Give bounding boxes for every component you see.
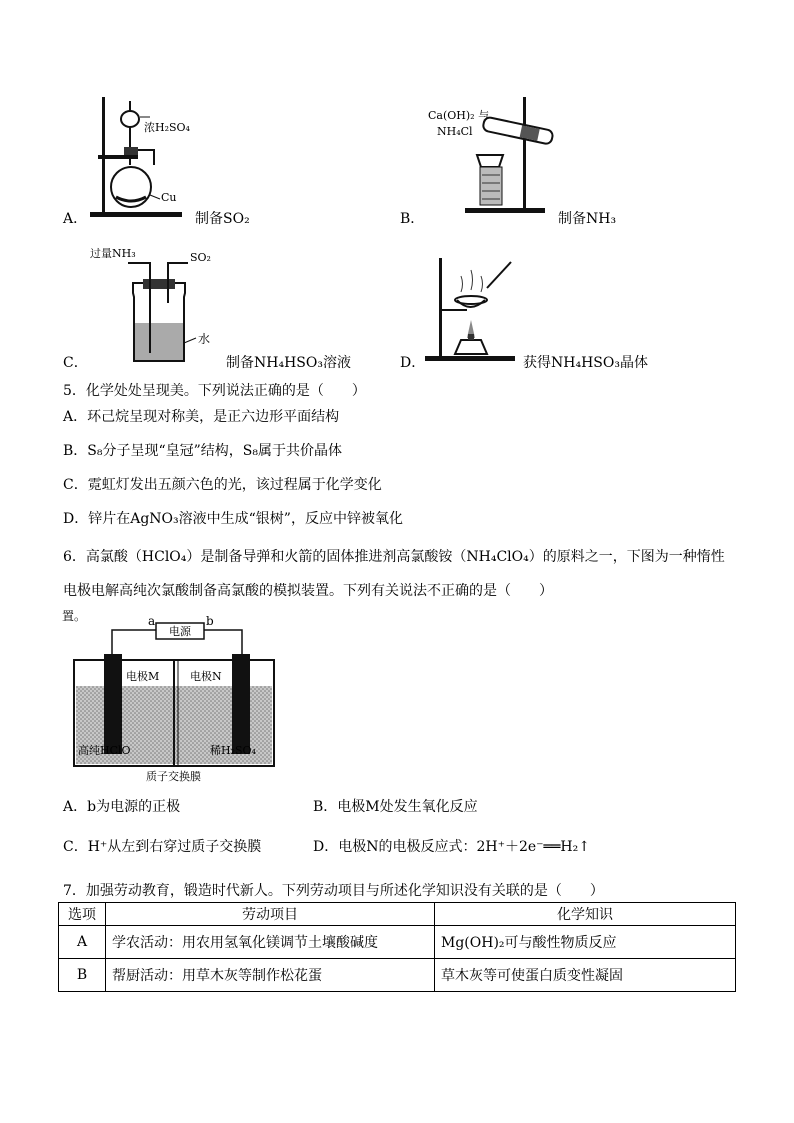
q6-option-b[interactable]: B．电极M处发生氧化反应 [313, 799, 478, 815]
row-a-knowledge: Mg(OH)₂可与酸性物质反应 [435, 926, 736, 959]
fig-b-reagent-line2: NH₄Cl [437, 125, 473, 138]
q6-option-c[interactable]: C．H⁺从左到右穿过质子交换膜 [63, 839, 262, 855]
fig6-terminal-b: b [206, 614, 214, 628]
fig-a-acid-label: 浓H₂SO₄ [144, 121, 190, 134]
fig-c-gas1-label: 过量NH₃ [90, 247, 136, 260]
fig6-corner-text: 置。 [62, 609, 87, 623]
row-a-option[interactable]: A [59, 926, 106, 959]
q7-stem: 7．加强劳动教育，锻造时代新人。下列劳动项目与所述化学知识没有关联的是（ ） [63, 883, 604, 899]
fig6-power-label: 电源 [169, 625, 191, 638]
figure-electrolysis-cell [60, 606, 280, 784]
q6-option-d[interactable]: D．电极N的电极反应式：2H⁺＋2e⁻══H₂↑ [313, 839, 590, 855]
q6-option-a[interactable]: A．b为电源的正极 [63, 799, 181, 815]
row-b-labor: 帮厨活动：用草木灰等制作松花蛋 [106, 959, 435, 992]
figure-d-evaporation [425, 248, 525, 364]
fig-a-metal-label: Cu [161, 191, 177, 204]
q5-option-b[interactable]: B．S₈分子呈现“皇冠”结构，S₈属于共价晶体 [63, 443, 343, 459]
row-b-knowledge: 草木灰等可使蛋白质变性凝固 [435, 959, 736, 992]
header-labor: 劳动项目 [106, 903, 435, 926]
fig6-electrode-n: 电极N [190, 670, 222, 683]
fig6-membrane-label: 质子交换膜 [146, 770, 201, 783]
q5-option-c[interactable]: C．霓虹灯发出五颜六色的光，该过程属于化学变化 [63, 477, 382, 493]
fig6-terminal-a: a [148, 614, 156, 628]
q4-option-b-caption: 制备NH₃ [558, 211, 617, 227]
header-knowledge: 化学知识 [435, 903, 736, 926]
q4-option-c-caption: 制备NH₄HSO₃溶液 [226, 355, 351, 371]
table-row [59, 926, 736, 959]
q7-table [58, 902, 736, 992]
q6-stem-line1: 6．高氯酸（HClO₄）是制备导弹和火箭的固体推进剂高氯酸铵（NH₄ClO₄）的原料之一，下图为一种惰性 [63, 549, 725, 565]
row-a-labor: 学农活动：用农用氢氧化镁调节土壤酸碱度 [106, 926, 435, 959]
table-header-row [59, 903, 736, 926]
q4-option-b-label[interactable]: B． [400, 211, 425, 227]
q5-stem: 5．化学处处呈现美。下列说法正确的是（ ） [63, 383, 366, 399]
row-b-option[interactable]: B [59, 959, 106, 992]
q4-option-c-label[interactable]: C． [63, 355, 88, 371]
q5-option-d[interactable]: D．锌片在AgNO₃溶液中生成“银树”，反应中锌被氧化 [63, 511, 403, 527]
q6-stem-line2: 电极电解高纯次氯酸制备高氯酸的模拟装置。下列有关说法不正确的是（ ） [63, 583, 553, 599]
table-row [59, 959, 736, 992]
figure-a-so2-apparatus [88, 95, 192, 220]
fig-c-gas2-label: SO₂ [190, 251, 211, 264]
fig6-electrode-m: 电极M [126, 670, 160, 683]
q4-option-d-label[interactable]: D． [400, 355, 426, 371]
fig-b-reagent-line1: Ca(OH)₂ 与 [428, 109, 490, 122]
q4-option-a-label[interactable]: A． [63, 211, 88, 227]
fig-c-liquid-label: 水 [198, 332, 211, 346]
fig6-left-solution: 高纯HClO [78, 744, 131, 757]
figure-b-nh3-apparatus [425, 95, 565, 220]
header-option: 选项 [59, 903, 106, 926]
q4-option-a-caption: 制备SO₂ [195, 211, 250, 227]
figure-c-absorption-bottle [88, 243, 218, 365]
fig6-right-solution: 稀H₂SO₄ [210, 744, 256, 757]
q4-option-d-caption: 获得NH₄HSO₃晶体 [523, 355, 648, 371]
q5-option-a[interactable]: A．环己烷呈现对称美，是正六边形平面结构 [63, 409, 340, 425]
